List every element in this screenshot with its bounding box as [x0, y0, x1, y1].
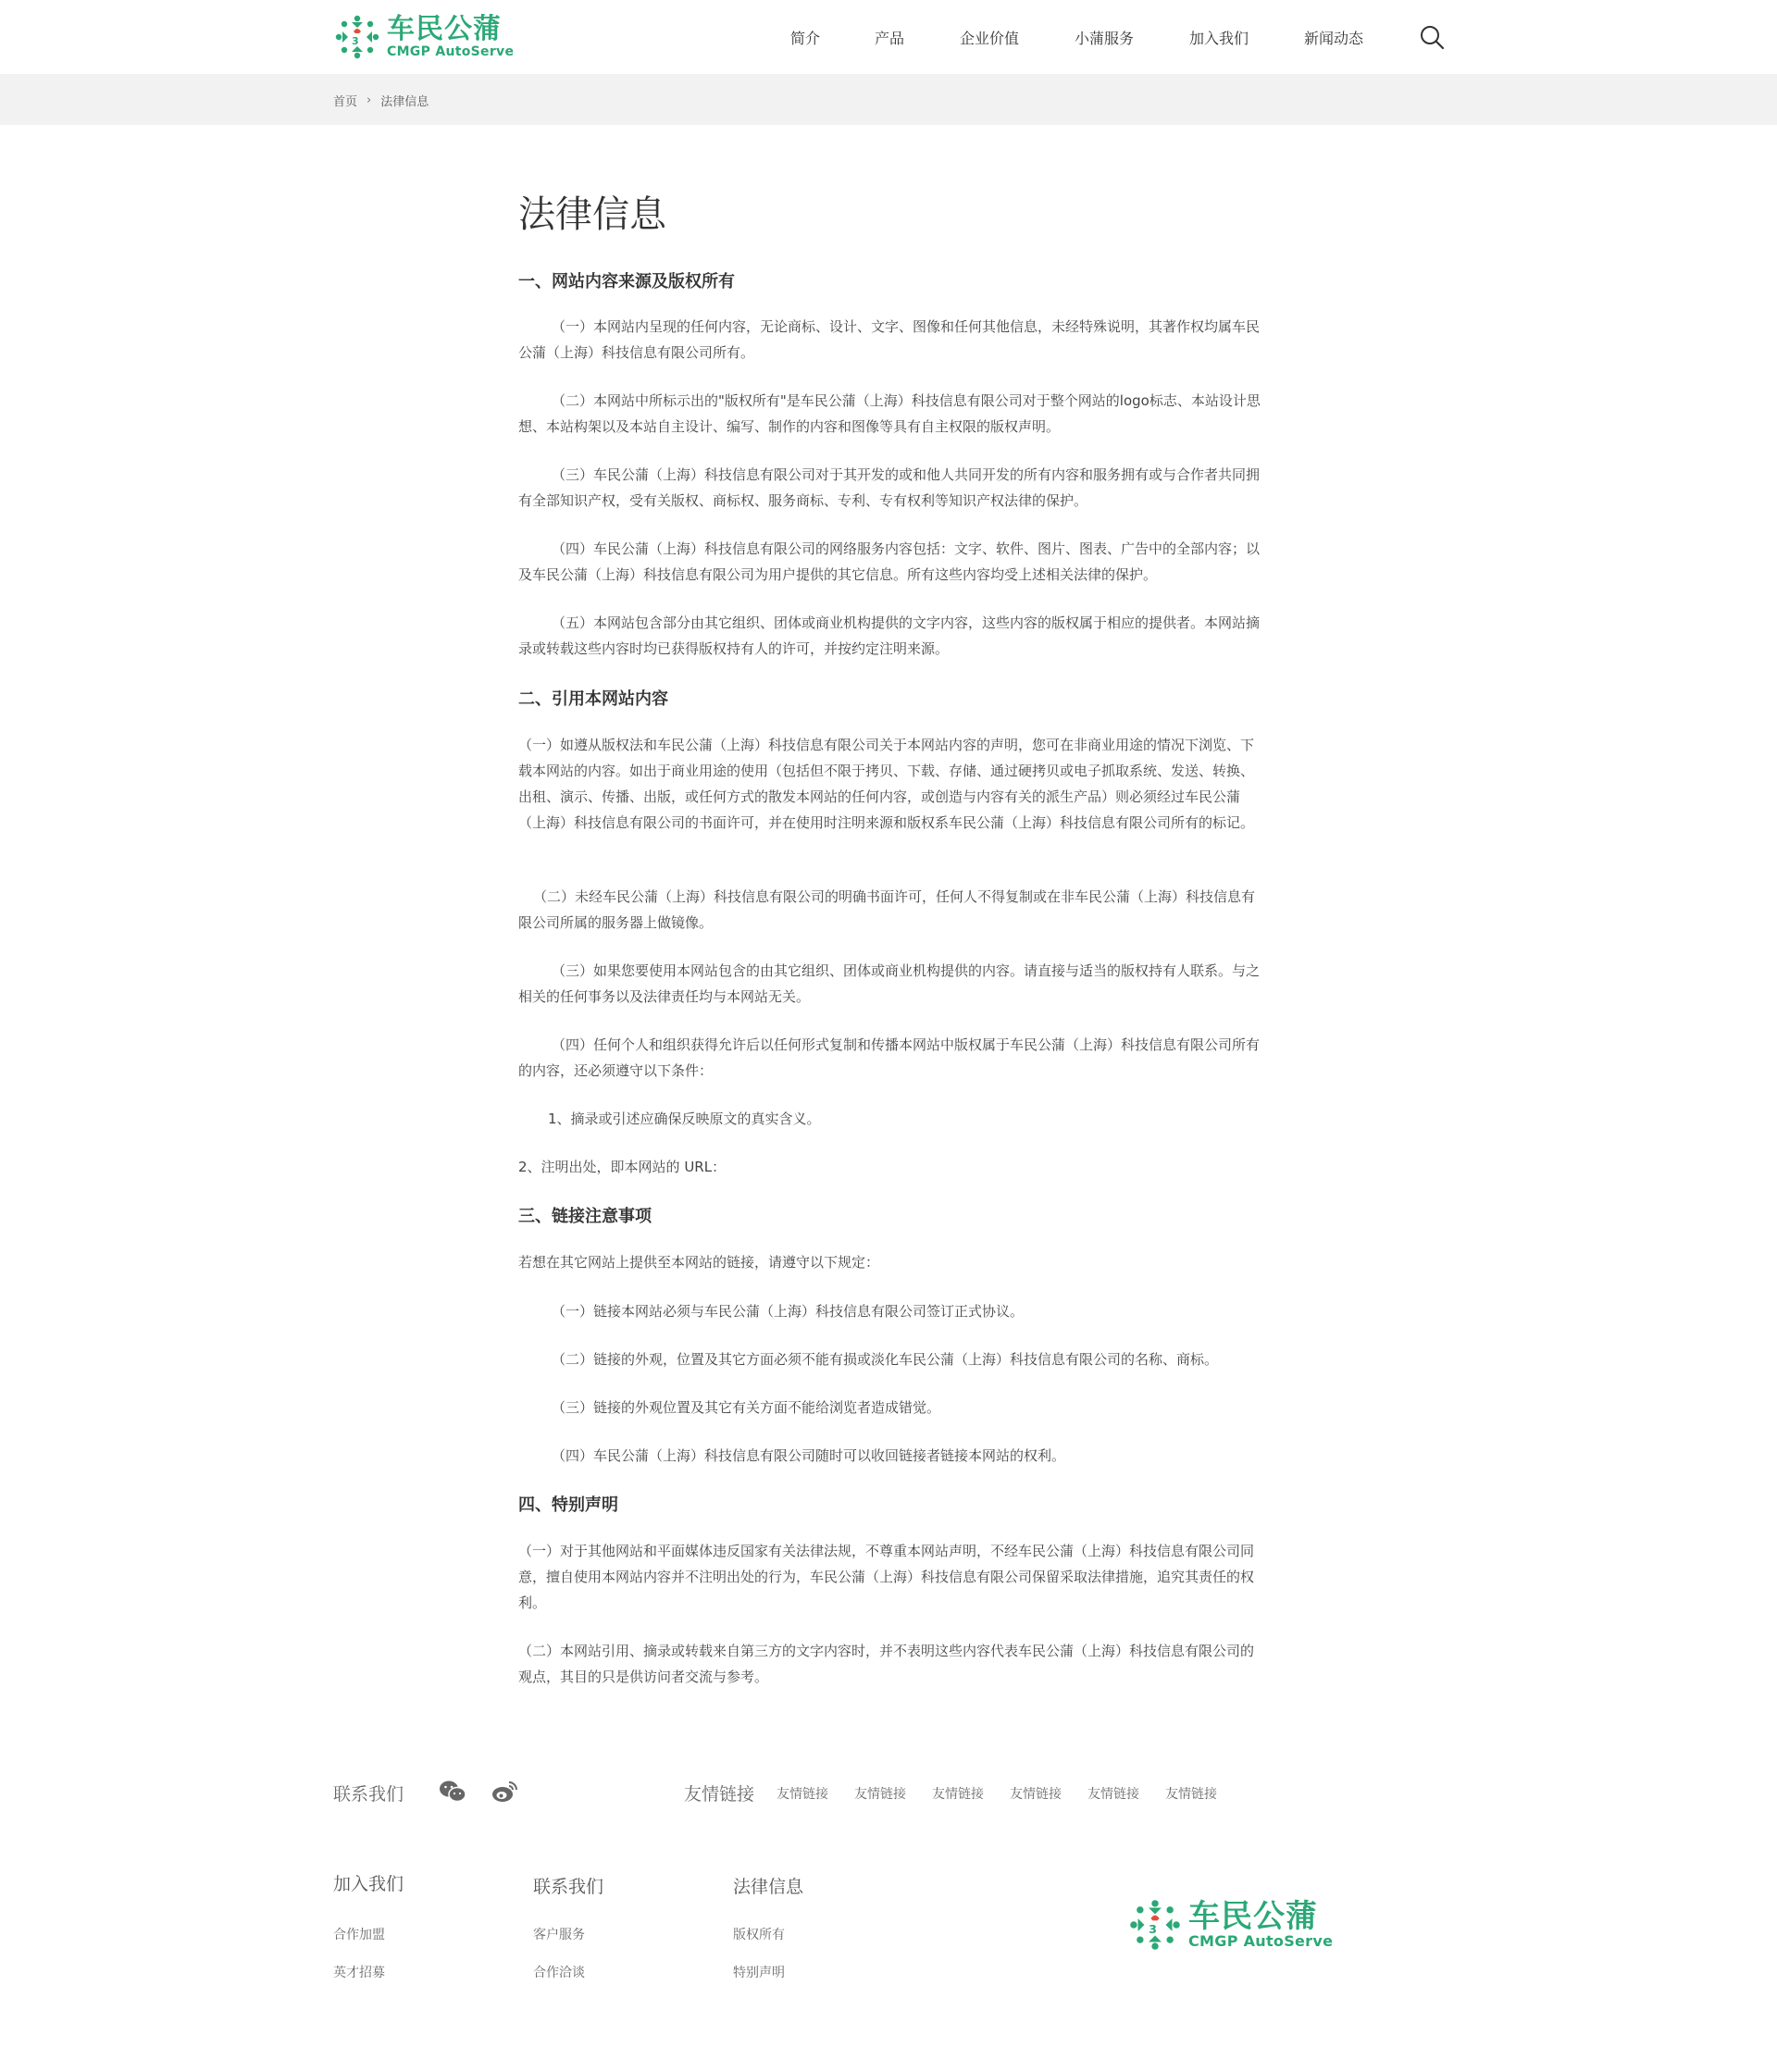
svg-text:3: 3 — [1149, 1922, 1157, 1937]
footer-col-title-join: 加入我们 — [333, 1874, 404, 1894]
friend-link[interactable]: 友情链接 — [854, 1787, 906, 1802]
breadcrumb-bar — [0, 74, 1777, 125]
footer-link-statement[interactable]: 特别声明 — [733, 1966, 785, 1980]
breadcrumb — [333, 92, 429, 109]
paragraph: （五）本网站包含部分由其它组织、团体或商业机构提供的文字内容，这些内容的版权属于相应的提供者。本网站摘录或转载这些内容时均已获得版权持有人的许可，并按约定注明来源。 — [518, 614, 1261, 657]
paragraph: （二）链接的外观，位置及其它方面必须不能有损或淡化车民公蒲（上海）科技信息有限公司的名称、商标。 — [552, 1351, 1219, 1368]
nav-item-join[interactable]: 加入我们 — [1189, 30, 1249, 47]
paragraph: （一）如遵从版权法和车民公蒲（上海）科技信息有限公司关于本网站内容的声明，您可在非商业用途的情况下浏览、下载本网站的内容。如出于商业用途的使用（包括但不限于拷贝、下载、存储、通过硬拷贝或电子抓取系统、发送、转换、出租、演示、传播、出版，或任何方式的散发本网站的任何内容，或创造与内容有关的派生产品）则必须经过车民公蒲（上海）科技信息有限公司的书面许可，并在使用时注明来源和版权系车民公蒲（上海）科技信息有限公司所有的标记。 — [518, 737, 1255, 831]
section-heading-links: 三、链接注意事项 — [518, 1207, 652, 1226]
friend-link[interactable]: 友情链接 — [1010, 1787, 1062, 1802]
breadcrumb-current: 法律信息 — [380, 95, 429, 109]
paragraph: 若想在其它网站上提供至本网站的链接，请遵守以下规定： — [518, 1254, 880, 1271]
paragraph: （二）未经车民公蒲（上海）科技信息有限公司的明确书面许可，任何人不得复制或在非车民公蒲（上海）科技信息有限公司所属的服务器上做镜像。 — [518, 888, 1256, 931]
paragraph: （三）链接的外观位置及其它有关方面不能给浏览者造成错觉。 — [552, 1399, 941, 1416]
list-item: 2、注明出处，即本网站的 URL： — [518, 1159, 727, 1175]
nav-item-products[interactable]: 产品 — [875, 30, 905, 47]
logo-english-name: CMGP AutoServe — [1188, 1932, 1334, 1950]
nav-item-value[interactable]: 企业价值 — [960, 30, 1020, 47]
site-header — [0, 0, 1777, 74]
logo-chinese-name: 车民公蒲 — [387, 13, 502, 45]
wechat-icon[interactable] — [439, 1779, 466, 1805]
breadcrumb-home[interactable]: 首页 — [333, 95, 358, 109]
paragraph: （二）本网站中所标示出的"版权所有"是车民公蒲（上海）科技信息有限公司对于整个网站的logo标志、本站设计思想、本站构架以及本站自主设计、编写、制作的内容和图像等具有自主权限的版权声明。 — [518, 392, 1261, 435]
footer-col-title-contact: 联系我们 — [533, 1877, 604, 1897]
friend-link[interactable]: 友情链接 — [932, 1787, 984, 1802]
section-heading-statement: 四、特别声明 — [518, 1495, 618, 1515]
footer-link-customer-service[interactable]: 客户服务 — [533, 1928, 585, 1942]
page-title: 法律信息 — [518, 193, 666, 236]
friend-link[interactable]: 友情链接 — [777, 1787, 828, 1802]
footer-col-title-legal: 法律信息 — [733, 1877, 804, 1897]
paragraph: （三）如果您要使用本网站包含的由其它组织、团体或商业机构提供的内容。请直接与适当的版权持有人联系。与之相关的任何事务以及法律责任均与本网站无关。 — [518, 962, 1261, 1005]
paragraph: （二）本网站引用、摘录或转载来自第三方的文字内容时，并不表明这些内容代表车民公蒲（上海）科技信息有限公司的观点，其目的只是供访问者交流与参考。 — [518, 1643, 1255, 1685]
paragraph: （一）本网站内呈现的任何内容，无论商标、设计、文字、图像和任何其他信息，未经特殊说明，其著作权均属车民公蒲（上海）科技信息有限公司所有。 — [518, 318, 1261, 361]
section-heading-citation: 二、引用本网站内容 — [518, 689, 668, 709]
paragraph: （三）车民公蒲（上海）科技信息有限公司对于其开发的或和他人共同开发的所有内容和服务拥有或与合作者共同拥有全部知识产权，受有关版权、商标权、服务商标、专利、专有权利等知识产权法律的保护。 — [518, 466, 1261, 509]
paragraph: （四）任何个人和组织获得允许后以任何形式复制和传播本网站中版权属于车民公蒲（上海）科技信息有限公司所有的内容，还必须遵守以下条件： — [518, 1036, 1261, 1079]
site-logo[interactable] — [333, 13, 514, 61]
footer-link-franchise[interactable]: 合作加盟 — [333, 1928, 385, 1942]
logo-text — [387, 15, 514, 59]
paragraph: （一）链接本网站必须与车民公蒲（上海）科技信息有限公司签订正式协议。 — [552, 1303, 1025, 1320]
nav-item-news[interactable]: 新闻动态 — [1304, 30, 1364, 47]
svg-text:3: 3 — [352, 35, 359, 47]
list-item: 1、摘录或引述应确保反映原文的真实含义。 — [548, 1110, 821, 1127]
footer-link-cooperation[interactable]: 合作洽谈 — [533, 1966, 585, 1980]
footer-link-copyright[interactable]: 版权所有 — [733, 1928, 785, 1942]
footer-links-label: 友情链接 — [684, 1784, 755, 1805]
chevron-right-icon: › — [367, 93, 372, 107]
section-heading-copyright: 一、网站内容来源及版权所有 — [518, 272, 735, 292]
footer-logo[interactable] — [1127, 1897, 1333, 1953]
paragraph: （四）车民公蒲（上海）科技信息有限公司的网络服务内容包括：文字、软件、图片、图表、广告中的全部内容；以及车民公蒲（上海）科技信息有限公司为用户提供的其它信息。所有这些内容均受上述相关法律的保护。 — [518, 540, 1261, 583]
paragraph: （一）对于其他网站和平面媒体违反国家有关法律法规，不尊重本网站声明，不经车民公蒲（上海）科技信息有限公司同意，擅自使用本网站内容并不注明出处的行为，车民公蒲（上海）科技信息有限公司保留采取法律措施，追究其责任的权利。 — [518, 1543, 1255, 1611]
logo-text — [1188, 1900, 1333, 1950]
paragraph: （四）车民公蒲（上海）科技信息有限公司随时可以收回链接者链接本网站的权利。 — [552, 1447, 1066, 1464]
footer-contact-label: 联系我们 — [333, 1784, 404, 1805]
logo-chinese-name: 车民公蒲 — [1188, 1898, 1318, 1935]
friend-link[interactable]: 友情链接 — [1087, 1787, 1139, 1802]
logo-mark-icon — [1127, 1897, 1183, 1953]
nav-item-service[interactable]: 小蒲服务 — [1075, 30, 1135, 47]
weibo-icon[interactable] — [491, 1779, 518, 1805]
footer-link-recruit[interactable]: 英才招募 — [333, 1966, 385, 1980]
logo-mark-icon — [333, 13, 381, 61]
nav-item-intro[interactable]: 简介 — [790, 30, 821, 47]
friend-link[interactable]: 友情链接 — [1165, 1787, 1217, 1802]
logo-english-name: CMGP AutoServe — [387, 44, 515, 59]
search-icon[interactable] — [1419, 24, 1445, 50]
